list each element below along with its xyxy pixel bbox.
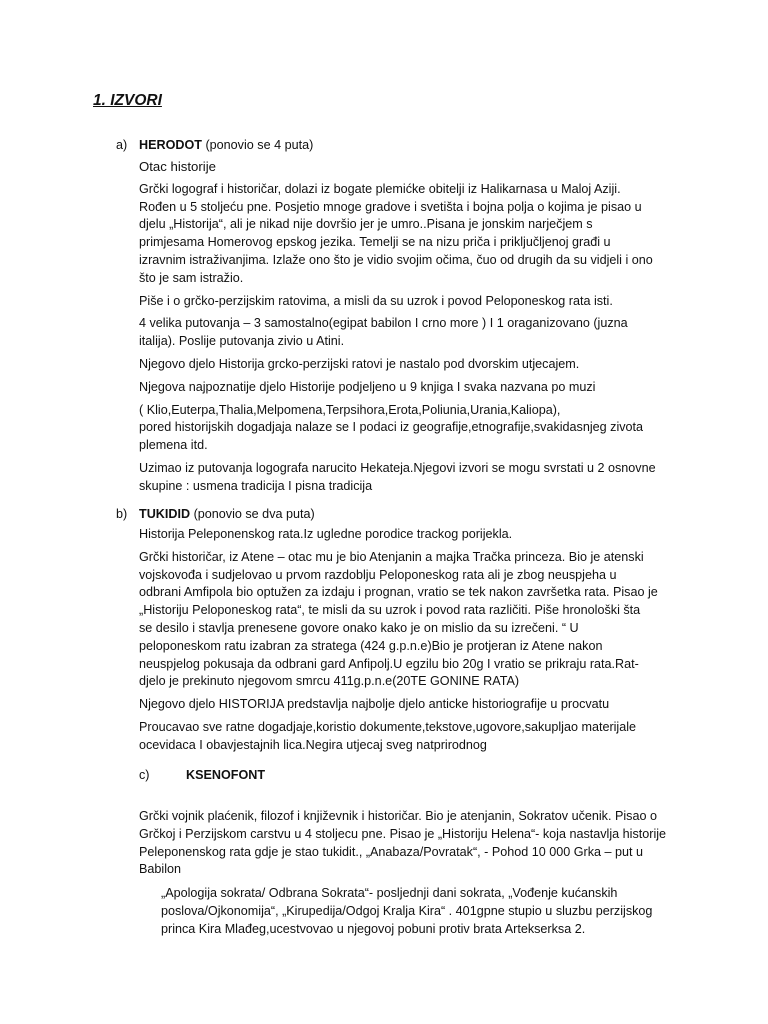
- paragraph-line: izravnim istraživanjima. Izlaže ono što je vidio svojim očima, čuo od drugih da su vidjeli i ono: [139, 252, 653, 267]
- tukidid-name: TUKIDID: [139, 507, 191, 521]
- tukidid-subtitle: Historija Peleponenskog rata.Iz ugledne porodice trackog porijekla.: [139, 527, 513, 541]
- herodot-title: [139, 138, 313, 152]
- paragraph-line: Grčki logograf i historičar, dolazi iz bogate plemićke obitelji iz Halikarnasa u Maloj Aziji.: [139, 181, 621, 196]
- ksenofont-body: [139, 808, 684, 879]
- list-marker-a: a): [116, 138, 128, 152]
- paragraph-line: Rođen u 5 stoljeću pne. Posjetio mnoge gradove i svetišta i bojna polja o kojima je pisao u: [139, 199, 642, 214]
- paragraph-line: Proucavao sve ratne dogadjaje,koristio dokumente,tekstove,ugovore,sakupljao materijale: [139, 719, 637, 734]
- paragraph-line: djelu „Historija“, ali je nikad nije dovršio jer je umro..Pisana je jonskim narječjem s: [139, 217, 593, 232]
- paragraph-line: ( Klio,Euterpa,Thalia,Melpomena,Terpsihora,Erota,Poliunia,Urania,Kaliopa),: [139, 402, 561, 417]
- paragraph-line: Uzimao iz putovanja logografa narucito Hekateja.Njegovi izvori se mogu svrstati u 2 osnovne: [139, 460, 656, 475]
- paragraph-line: Peleponenskog rata gdje je stao tukidit., „Anabaza/Povratak“, - Pohod 10 000 Grka – put u: [139, 844, 644, 859]
- paragraph-line: Njegovo djelo Historija grcko-perzijski ratovi je nastalo pod dvorskim utjecajem.: [139, 356, 580, 371]
- paragraph-line: neuspjelog pokusaja da odbrani gard Anfipolj.U egzilu bio 20g I vratio se prikraju rata.Rat-: [139, 656, 639, 671]
- paragraph-line: djelo je prekinuto njegovom smrcu 411g.p.n.e(20TE GONINE RATA): [139, 674, 520, 689]
- paragraph-line: poslova/Ojkonomija“, „Kirupedija/Odgoj Kralja Kira“ . 401gpne stupio u sluzbu perzijskog: [161, 904, 653, 918]
- herodot-name: HERODOT: [139, 138, 202, 152]
- paragraph-line: Grčki vojnik plaćenik, filozof i književnik i historičar. Bio je atenjanin, Sokratov učenik. Pisao o: [139, 809, 657, 823]
- paragraph-line: pored historijskih dogadjaja nalaze se I podaci iz geografije,etnografije,svakidasnjeg zivota: [139, 420, 644, 435]
- paragraph-line: Grčkoj i Perzijskom carstvu u 4 stoljecu pne. Pisao je „Historiju Helena“- koja nastavlja historije: [139, 826, 667, 841]
- paragraph-line: što je sam istražio.: [139, 270, 244, 285]
- paragraph-line: se desilo i stavlja prenesene govore onako kako je on mislio da su izrečeni. “ U: [139, 620, 579, 635]
- list-marker-c: c): [139, 768, 150, 782]
- ksenofont-works: [161, 884, 681, 938]
- paragraph-line: Njegova najpoznatije djelo Historije podjeljeno u 9 knjiga I svaka nazvana po muzi: [139, 379, 596, 394]
- paragraph-line: Piše i o grčko-perzijskim ratovima, a misli da su uzrok i povod Peloponeskog rata isti.: [139, 293, 613, 308]
- herodot-body: [139, 158, 659, 496]
- paragraph-line: Babilon: [139, 862, 182, 877]
- paragraph-line: ocevidaca I obavjestajnih lica.Negira utjecaj sveg natprirodnog: [139, 737, 487, 752]
- tukidid-body: [139, 526, 659, 755]
- paragraph-line: 4 velika putovanja – 3 samostalno(egipat babilon I crno more ) I 1 oraganizovano (juzna: [139, 316, 628, 331]
- herodot-subtitle: Otac historije: [139, 159, 216, 174]
- paragraph-line: „Historiju Peloponeskog rata“, te misli da su uzrok i povod rata različiti. Piše hronološki šta: [139, 603, 641, 618]
- paragraph-line: peloponeskom ratu izabran za stratega (424 g.p.n.e)Bio je protjeran iz Atene nakon: [139, 638, 603, 653]
- paragraph-line: odbrani Amfipola bio optužen za izdaju i prognan, vratio se tek nakon završetka rata. Pisao je: [139, 585, 658, 600]
- paragraph-line: „Apologija sokrata/ Odbrana Sokrata“- posljednji dani sokrata, „Vođenje kućanskih: [161, 886, 618, 900]
- list-marker-b: b): [116, 507, 128, 521]
- paragraph-line: Njegovo djelo HISTORIJA predstavlja najbolje djelo anticke historiografije u procvatu: [139, 697, 610, 712]
- paragraph-line: princa Kira Mlađeg,ucestvovao u njegovoj pobuni protiv brata Artekserksa 2.: [161, 922, 586, 936]
- section-heading: 1. IZVORI: [93, 92, 162, 109]
- tukidid-title: [139, 507, 315, 521]
- ksenofont-name: KSENOFONT: [186, 768, 266, 782]
- paragraph-line: skupine : usmena tradicija I pisna tradicija: [139, 478, 373, 493]
- paragraph-line: primjesama Homerovog epskog jezika. Temelji se na nizu priča i priključljenoj građi u: [139, 235, 611, 250]
- paragraph-line: plemena itd.: [139, 438, 208, 453]
- paragraph-line: vojskovođa i sudjelovao u prvom razdoblju Peloponeskog rata ali je zbog neuspjeha u: [139, 567, 617, 582]
- paragraph-line: Grčki historičar, iz Atene – otac mu je bio Atenjanin a majka Tračka princeza. Bio je atenski: [139, 549, 644, 564]
- paragraph-line: italija). Poslije putovanja zivio u Atini.: [139, 334, 345, 349]
- tukidid-note: (ponovio se dva puta): [193, 507, 315, 521]
- herodot-note: (ponovio se 4 puta): [205, 138, 314, 152]
